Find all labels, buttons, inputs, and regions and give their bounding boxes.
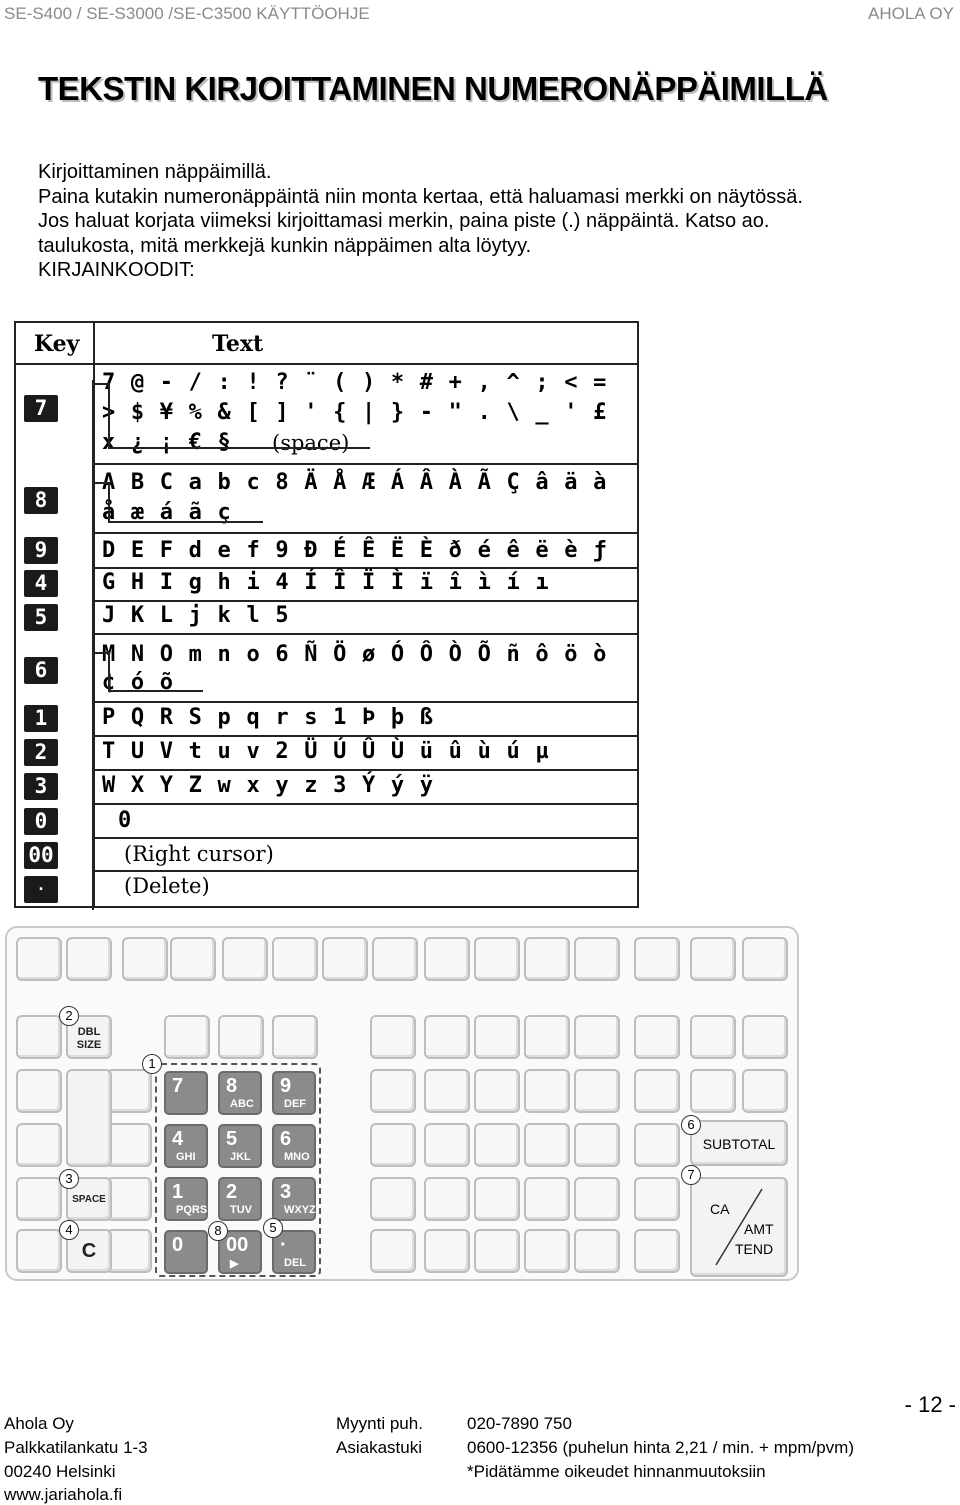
numeric-key-letters: TUV <box>230 1204 252 1216</box>
blank-key[interactable] <box>524 1069 570 1113</box>
ca-label: CA <box>710 1201 730 1217</box>
blank-key[interactable] <box>272 937 318 981</box>
blank-key[interactable] <box>574 1015 620 1059</box>
char-line: J K L j k l 5 <box>102 603 290 628</box>
char-line: (Right cursor) <box>124 842 274 866</box>
callout-marker: 7 <box>681 1165 701 1185</box>
dbl-size-label: DBL <box>77 1026 101 1038</box>
blank-key[interactable] <box>16 937 62 981</box>
blank-key[interactable] <box>634 1069 680 1113</box>
table-divider <box>93 769 637 771</box>
footer-sales-label: Myynti puh. <box>336 1414 423 1433</box>
numeric-key-digit: 2 <box>226 1181 238 1203</box>
intro-line: Kirjoittaminen näppäimillä. <box>38 161 272 183</box>
char-line: W X Y Z w x y z 3 Ý ý ÿ <box>102 773 435 798</box>
callout-marker: 2 <box>59 1006 79 1026</box>
table-divider <box>93 803 637 805</box>
table-divider <box>93 600 637 602</box>
numeric-key-digit: 5 <box>226 1128 238 1150</box>
blank-key[interactable] <box>634 1123 680 1167</box>
char-line: å æ á ã ç <box>102 500 233 525</box>
page-title: TEKSTIN KIRJOITTAMINEN NUMERONÄPPÄIMILLÄ <box>38 70 828 107</box>
table-key-point: · <box>24 876 58 903</box>
table-key-5: 5 <box>24 604 58 631</box>
blank-key[interactable] <box>424 1015 470 1059</box>
numeric-key[interactable] <box>218 1177 262 1221</box>
blank-key[interactable] <box>164 1015 210 1059</box>
table-divider <box>93 567 637 569</box>
column-header-text: Text <box>212 331 264 357</box>
amt-label: AMT <box>744 1221 774 1237</box>
slash-divider <box>692 1179 788 1277</box>
footer-support-phone: 0600-12356 (puhelun hinta 2,21 / min. + mpm/pvm) <box>467 1438 854 1457</box>
blank-key[interactable] <box>424 1123 470 1167</box>
subtotal-key[interactable]: SUBTOTAL <box>690 1120 788 1166</box>
numeric-key-digit: 6 <box>280 1128 292 1150</box>
footer-street: Palkkatilankatu 1-3 <box>4 1438 148 1457</box>
numeric-key-letters: WXYZ <box>284 1204 316 1216</box>
char-line: ¢ ó õ <box>102 670 175 695</box>
blank-key[interactable] <box>742 937 788 981</box>
table-key-3: 3 <box>24 773 58 800</box>
clear-key[interactable]: C <box>66 1229 112 1273</box>
numeric-key[interactable] <box>164 1230 208 1274</box>
wrap-bracket <box>108 383 110 447</box>
blank-key[interactable] <box>106 1229 152 1273</box>
numeric-key-digit: 4 <box>172 1128 184 1150</box>
blank-key[interactable] <box>634 1177 680 1221</box>
page-number: - 12 - <box>904 1392 956 1417</box>
table-key-6: 6 <box>24 657 58 684</box>
numeric-key-letters: JKL <box>230 1151 251 1163</box>
blank-key[interactable] <box>370 1123 416 1167</box>
blank-key[interactable] <box>524 1177 570 1221</box>
numeric-key[interactable] <box>164 1071 208 1115</box>
char-line-space: (space) <box>272 431 350 455</box>
char-line: A B C a b c 8 Ä Å Æ Á Â À Ã Ç â ä à <box>102 470 608 495</box>
char-line: P Q R S p q r s 1 Þ þ ß <box>102 705 435 730</box>
numeric-key[interactable] <box>164 1124 208 1168</box>
wrap-bracket <box>108 447 370 449</box>
table-key-2: 2 <box>24 739 58 766</box>
blank-key[interactable] <box>16 1177 62 1221</box>
wrap-bracket <box>108 482 110 521</box>
numeric-key-digit: 8 <box>226 1075 238 1097</box>
numeric-key-digit: 1 <box>172 1181 184 1203</box>
numeric-key-letters: PQRS <box>176 1204 208 1216</box>
blank-key[interactable] <box>574 1069 620 1113</box>
blank-key[interactable] <box>474 1069 520 1113</box>
blank-key[interactable] <box>16 1123 62 1167</box>
table-key-00: 00 <box>24 842 58 869</box>
table-divider <box>93 735 637 737</box>
callout-marker: 5 <box>263 1218 283 1238</box>
numeric-key-letters: MNO <box>284 1151 310 1163</box>
blank-key[interactable] <box>424 937 470 981</box>
callout-marker: 6 <box>681 1115 701 1135</box>
table-divider <box>93 532 637 534</box>
numeric-key[interactable] <box>272 1071 316 1115</box>
document-header-company: AHOLA OY <box>868 4 954 23</box>
char-line: D E F d e f 9 Ð É Ê Ë È ð é ê ë è ƒ <box>102 538 608 563</box>
blank-key[interactable] <box>524 937 570 981</box>
blank-key[interactable] <box>690 1015 736 1059</box>
blank-key[interactable] <box>742 1015 788 1059</box>
table-key-0: 0 <box>24 808 58 835</box>
ca-amt-tend-key[interactable] <box>690 1177 788 1277</box>
wrap-bracket <box>108 652 110 690</box>
table-key-7: 7 <box>24 395 58 422</box>
blank-key[interactable] <box>106 1123 152 1167</box>
char-line: 7 @ - / : ! ? ¨ ( ) * # + , ^ ; < = <box>102 370 608 395</box>
numeric-key[interactable] <box>272 1124 316 1168</box>
blank-key[interactable] <box>106 1069 152 1113</box>
blank-key[interactable] <box>372 937 418 981</box>
blank-key[interactable] <box>574 1123 620 1167</box>
blank-key[interactable] <box>106 1177 152 1221</box>
footer-support-label: Asiakastuki <box>336 1438 422 1457</box>
plain-key-tall[interactable] <box>66 1069 112 1167</box>
blank-key[interactable] <box>218 1015 264 1059</box>
footer-web: www.jariahola.fi <box>4 1485 123 1504</box>
char-line: G H I g h i 4 Í Î Ï Ì ï î ì í ı <box>102 570 550 595</box>
table-divider <box>93 870 637 872</box>
callout-marker: 4 <box>59 1220 79 1240</box>
numeric-key[interactable] <box>218 1071 262 1115</box>
space-key[interactable]: SPACE <box>66 1177 112 1221</box>
blank-key[interactable] <box>424 1229 470 1273</box>
char-line: T U V t u v 2 Ü Ú Û Ù ü û ù ú µ <box>102 739 550 764</box>
blank-key[interactable] <box>322 937 368 981</box>
numeric-key-digit: 3 <box>280 1181 292 1203</box>
table-divider <box>93 633 637 635</box>
blank-key[interactable] <box>634 937 680 981</box>
blank-key[interactable] <box>370 1177 416 1221</box>
footer-company: Ahola Oy <box>4 1414 74 1433</box>
wrap-bracket <box>108 690 203 692</box>
table-key-4: 4 <box>24 570 58 597</box>
wrap-bracket <box>95 482 109 484</box>
numeric-key-digit: 00 <box>226 1234 249 1256</box>
numeric-key[interactable] <box>272 1177 316 1221</box>
numeric-key-letters: GHI <box>176 1151 196 1163</box>
footer-sales-phone: 020-7890 750 <box>467 1414 572 1433</box>
blank-key[interactable] <box>634 1229 680 1273</box>
blank-key[interactable] <box>424 1069 470 1113</box>
blank-key[interactable] <box>634 1015 680 1059</box>
callout-marker: 1 <box>142 1054 162 1074</box>
numeric-key-digit: 7 <box>172 1075 184 1097</box>
numeric-key-digit: · <box>280 1234 287 1256</box>
table-key-1: 1 <box>24 705 58 732</box>
blank-key[interactable] <box>370 1069 416 1113</box>
dbl-size-label: SIZE <box>76 1039 102 1051</box>
intro-line: Jos haluat korjata viimeksi kirjoittamasi merkin, paina piste (.) näppäintä. Katso ao. <box>38 210 770 232</box>
callout-marker: 8 <box>208 1221 228 1241</box>
blank-key[interactable] <box>424 1177 470 1221</box>
numeric-key-digit: 0 <box>172 1234 184 1256</box>
numeric-key-letters: ABC <box>230 1098 254 1110</box>
callout-marker: 3 <box>59 1169 79 1189</box>
blank-key[interactable] <box>574 1177 620 1221</box>
blank-key[interactable] <box>16 1229 62 1273</box>
intro-text <box>38 160 803 283</box>
blank-key[interactable] <box>524 1123 570 1167</box>
wrap-bracket <box>95 383 109 385</box>
blank-key[interactable] <box>474 937 520 981</box>
table-key-8: 8 <box>24 487 58 514</box>
blank-key[interactable] <box>474 1229 520 1273</box>
blank-key[interactable] <box>474 1015 520 1059</box>
blank-key[interactable] <box>222 937 268 981</box>
blank-key[interactable] <box>742 1069 788 1113</box>
intro-line: Paina kutakin numeronäppäintä niin monta kertaa, että haluamasi merkki on näytössä. <box>38 185 803 208</box>
numeric-key[interactable] <box>164 1177 208 1221</box>
blank-key[interactable] <box>16 1015 62 1059</box>
blank-key[interactable] <box>66 937 112 981</box>
blank-key[interactable] <box>574 937 620 981</box>
table-divider <box>93 837 637 839</box>
blank-key[interactable] <box>170 937 216 981</box>
char-line: M N O m n o 6 Ñ Ö ø Ó Ô Ò Õ ñ ô ö ò <box>102 642 608 667</box>
wrap-bracket <box>95 652 109 654</box>
blank-key[interactable] <box>690 1069 736 1113</box>
numeric-key-letters: DEF <box>284 1098 306 1110</box>
blank-key[interactable] <box>574 1229 620 1273</box>
blank-key[interactable] <box>370 1229 416 1273</box>
blank-key[interactable] <box>474 1123 520 1167</box>
blank-key[interactable] <box>690 937 736 981</box>
table-divider <box>93 701 637 703</box>
numeric-key-letters: DEL <box>284 1257 306 1269</box>
column-header-key: Key <box>34 331 80 357</box>
blank-key[interactable] <box>370 1015 416 1059</box>
numeric-key[interactable] <box>272 1230 316 1274</box>
footer-city: 00240 Helsinki <box>4 1462 116 1481</box>
char-line: x ¿ ¡ € § <box>102 430 233 455</box>
char-line: (Delete) <box>124 874 210 898</box>
blank-key[interactable] <box>524 1015 570 1059</box>
tend-label: TEND <box>735 1241 774 1257</box>
blank-key[interactable] <box>16 1069 62 1113</box>
footer-rights: *Pidätämme oikeudet hinnanmuutoksiin <box>467 1462 766 1481</box>
intro-line: KIRJAINKOODIT: <box>38 259 195 281</box>
table-key-9: 9 <box>24 537 58 564</box>
char-line: > $ ¥ % & [ ] ' { | } - " . \ _ ' £ <box>102 400 608 425</box>
numeric-key-digit: 9 <box>280 1075 292 1097</box>
wrap-bracket <box>92 380 94 910</box>
numeric-key-letters: ▶ <box>230 1258 239 1270</box>
numeric-key[interactable] <box>218 1124 262 1168</box>
char-line: 0 <box>118 808 133 833</box>
blank-key[interactable] <box>524 1229 570 1273</box>
table-divider <box>16 363 637 365</box>
blank-key[interactable] <box>474 1177 520 1221</box>
blank-key[interactable] <box>122 937 168 981</box>
intro-line: taulukosta, mitä merkkejä kunkin näppäimen alta löytyy. <box>38 234 532 257</box>
wrap-bracket <box>108 521 263 523</box>
blank-key[interactable] <box>272 1015 318 1059</box>
document-header-title: SE-S400 / SE-S3000 /SE-C3500 KÄYTTÖOHJE <box>4 4 370 23</box>
table-divider <box>93 463 637 465</box>
